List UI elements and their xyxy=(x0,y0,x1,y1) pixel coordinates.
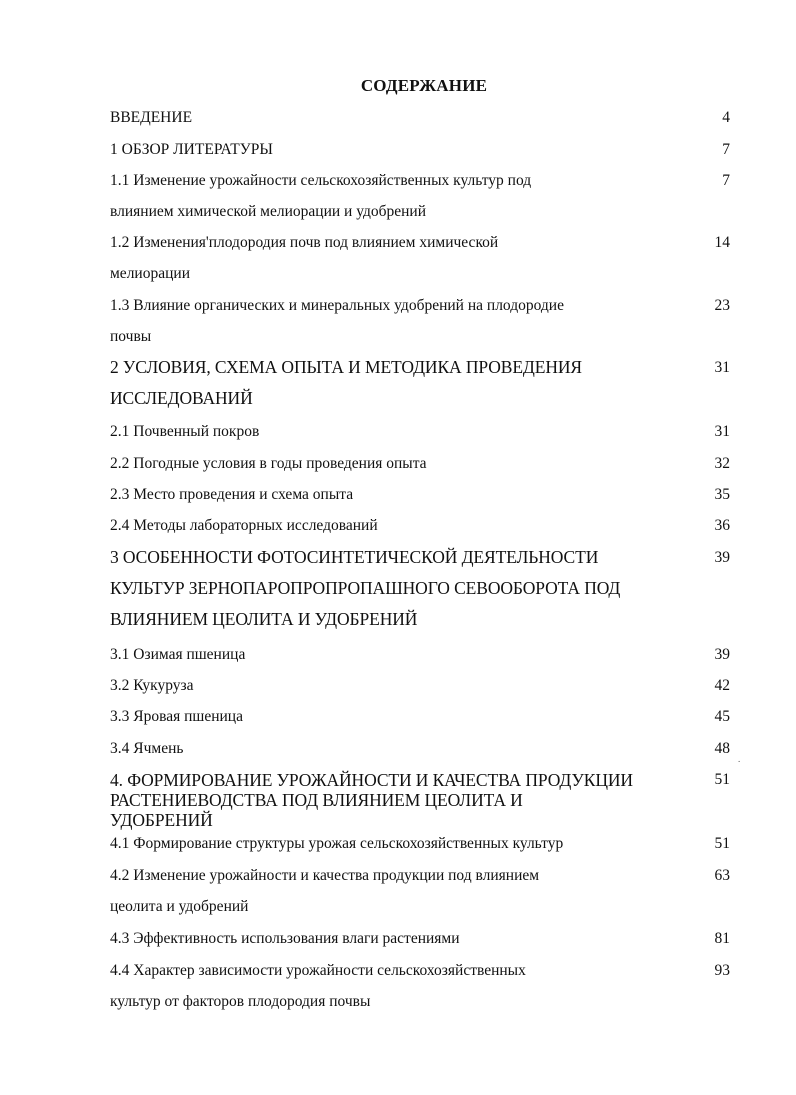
toc-entry-text xyxy=(110,448,685,479)
toc-entry-text xyxy=(110,165,685,227)
toc-page-number: 14 xyxy=(714,234,730,251)
toc-page-number: 51 xyxy=(714,771,730,788)
toc-entry-line: 4.1 Формирование структуры урожая сельскохозяйственных культур xyxy=(110,835,564,852)
toc-page-number: 36 xyxy=(714,517,730,534)
toc-entry-text xyxy=(110,860,685,922)
toc-page-number: 39 xyxy=(714,549,730,566)
toc-entry-line: почвы xyxy=(110,328,152,345)
toc-entry-line: УДОБРЕНИЙ xyxy=(110,810,213,830)
toc-entry-line: 2.1 Почвенный покров xyxy=(110,423,260,440)
toc-entry-line: 4.2 Изменение урожайности и качества продукции под влиянием xyxy=(110,867,540,884)
scan-speck: . xyxy=(738,754,741,764)
toc-entry-line: культур от факторов плодородия почвы xyxy=(110,993,371,1010)
toc-page-number: 45 xyxy=(714,708,730,725)
toc-page-number: 7 xyxy=(722,172,730,189)
toc-entry-line: РАСТЕНИЕВОДСТВА ПОД ВЛИЯНИЕМ ЦЕОЛИТА И xyxy=(110,790,523,810)
toc-entry-text xyxy=(110,733,685,764)
toc-page-number: 51 xyxy=(714,835,730,852)
toc-entry-text xyxy=(110,701,685,732)
toc-page-number: 63 xyxy=(714,867,730,884)
toc-entry-text xyxy=(110,479,685,510)
toc-page-number: 48 xyxy=(714,740,730,757)
toc-entry-text xyxy=(110,670,685,701)
toc-page-number: 31 xyxy=(714,423,730,440)
toc-entry-line: 3.3 Яровая пшеница xyxy=(110,708,243,725)
toc-entry-line: 3 ОСОБЕННОСТИ ФОТОСИНТЕТИЧЕСКОЙ ДЕЯТЕЛЬНОСТИ xyxy=(110,547,599,567)
toc-entry-text xyxy=(110,102,685,133)
toc-entry-text xyxy=(110,955,685,1017)
toc-entry-line: мелиорации xyxy=(110,265,190,282)
toc-entry-text xyxy=(110,510,685,541)
toc-page-number: 32 xyxy=(714,455,730,472)
toc-entry-line: 3.2 Кукуруза xyxy=(110,677,194,694)
toc-entry-line: влиянием химической мелиорации и удобрений xyxy=(110,203,427,220)
page-title: СОДЕРЖАНИЕ xyxy=(360,76,488,95)
toc-entry-line: 3.4 Ячмень xyxy=(110,740,184,757)
toc-entry-text xyxy=(110,639,685,670)
toc-entry-line: 2 УСЛОВИЯ, СХЕМА ОПЫТА И МЕТОДИКА ПРОВЕДЕНИЯ xyxy=(110,357,582,377)
toc-entry-line: 4. ФОРМИРОВАНИЕ УРОЖАЙНОСТИ И КАЧЕСТВА ПРОДУКЦИИ xyxy=(110,770,633,790)
toc-page-number: 35 xyxy=(714,486,730,503)
toc-page-number: 93 xyxy=(714,962,730,979)
toc-entry-text xyxy=(110,227,685,289)
toc-entry-line: ИССЛЕДОВАНИЙ xyxy=(110,388,253,408)
toc-page-number: 31 xyxy=(714,359,730,376)
toc-entry-line: 1.1 Изменение урожайности сельскохозяйственных культур под xyxy=(110,172,532,189)
toc-page-number: 42 xyxy=(714,677,730,694)
toc-entry-line: ВЛИЯНИЕМ ЦЕОЛИТА И УДОБРЕНИЙ xyxy=(110,609,418,629)
toc-entry-line: 4.3 Эффективность использования влаги растениями xyxy=(110,930,460,947)
toc-entry-text xyxy=(110,923,685,954)
toc-entry-line: 2.3 Место проведения и схема опыта xyxy=(110,486,354,503)
toc-entry-line: 3.1 Озимая пшеница xyxy=(110,646,246,663)
toc-entry-line: КУЛЬТУР ЗЕРНОПАРОПРОПРОПАШНОГО СЕВООБОРОТА ПОД xyxy=(110,578,621,598)
toc-entry-line: ВВЕДЕНИЕ xyxy=(110,109,193,126)
toc-entry-text xyxy=(110,828,685,859)
toc-entry-line: цеолита и удобрений xyxy=(110,898,249,915)
toc-page-number: 4 xyxy=(722,109,730,126)
toc-entry-text xyxy=(110,542,685,635)
toc-page-number: 81 xyxy=(714,930,730,947)
toc-entry-text xyxy=(110,352,685,414)
toc-entry-text xyxy=(110,290,685,352)
toc-entry-line: 2.4 Методы лабораторных исследований xyxy=(110,517,378,534)
toc-entry-line: 1 ОБЗОР ЛИТЕРАТУРЫ xyxy=(110,141,273,158)
toc-page-number: 7 xyxy=(722,141,730,158)
toc-entry-line: 1.3 Влияние органических и минеральных удобрений на плодородие xyxy=(110,297,564,314)
toc-page-number: 39 xyxy=(714,646,730,663)
toc-entry-text xyxy=(110,416,685,447)
toc-entry-line: 1.2 Изменения'плодородия почв под влиянием химической xyxy=(110,234,499,251)
toc-entry-line: 2.2 Погодные условия в годы проведения опыта xyxy=(110,455,427,472)
toc-entry-line: 4.4 Характер зависимости урожайности сельскохозяйственных xyxy=(110,962,526,979)
toc-entry-text xyxy=(110,134,685,165)
toc-page-number: 23 xyxy=(714,297,730,314)
toc-entry-text xyxy=(110,770,685,830)
